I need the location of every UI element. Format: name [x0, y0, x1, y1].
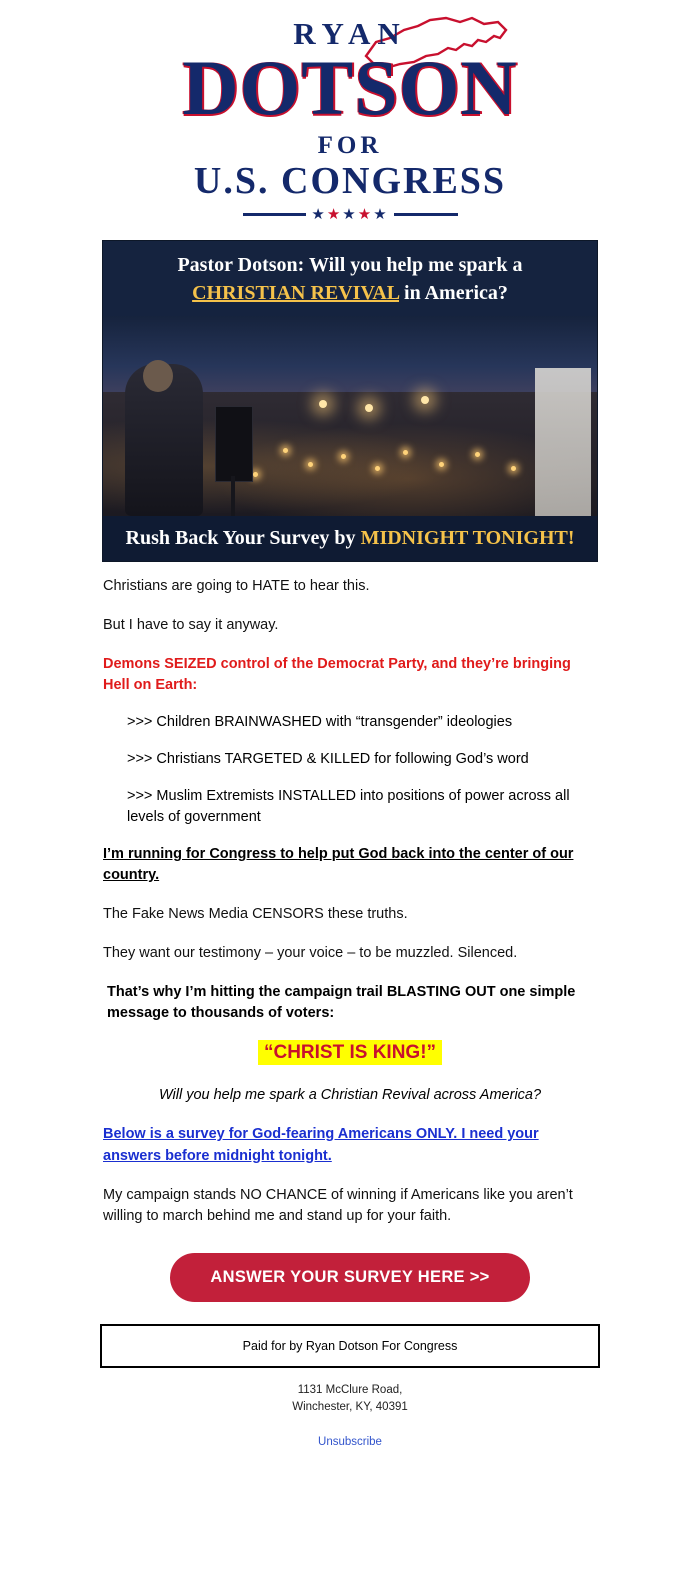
christ-is-king-callout: [103, 1040, 597, 1067]
body-bullet-list: [103, 712, 597, 828]
logo-office: U.S. CONGRESS: [193, 160, 507, 203]
divider-bar-right: [394, 213, 458, 216]
hero-deadline-highlight: MIDNIGHT TONIGHT!: [360, 527, 575, 550]
campaign-logo: [0, 0, 700, 232]
logo-last-name: DOTSON: [182, 44, 518, 131]
hero-headline-highlight: CHRISTIAN REVIVAL: [192, 282, 400, 305]
logo-for-word: FOR: [317, 132, 383, 160]
divider-stars: ★★★★★: [311, 206, 389, 224]
body-paragraph-1: Christians are going to HATE to hear this.: [103, 578, 370, 595]
rally-photo: [103, 316, 597, 516]
photo-pa-speaker: [215, 406, 253, 482]
cta-section: [0, 1253, 700, 1302]
hero-headline-line2: [113, 280, 587, 306]
paid-for-text: Paid for by Ryan Dotson For Congress: [242, 1339, 458, 1354]
survey-intro-link[interactable]: Below is a survey for God-fearing Americans ONLY. I need your answers before midnight tonight.: [103, 1125, 539, 1164]
list-item: >>> Christians TARGETED & KILLED for following God’s word: [127, 751, 529, 768]
photo-speaker-head: [143, 360, 173, 392]
list-item: >>> Children BRAINWASHED with “transgender” ideologies: [127, 714, 513, 731]
hero-deadline-prefix: Rush Back Your Survey by: [125, 527, 361, 550]
body-underlined-statement: I’m running for Congress to help put God back into the center of our country.: [103, 846, 574, 884]
christ-is-king-text: “CHRIST IS KING!”: [258, 1040, 442, 1065]
body-paragraph-3: The Fake News Media CENSORS these truths.: [103, 906, 408, 923]
body-red-heading: Demons SEIZED control of the Democrat Party, and they’re bringing Hell on Earth:: [103, 656, 571, 694]
body-paragraph-5: My campaign stands NO CHANCE of winning if Americans like you aren’t willing to march behind me and stand up for your faith.: [103, 1187, 573, 1225]
divider-bar-left: [243, 213, 307, 216]
body-paragraph-2: But I have to say it anyway.: [103, 617, 279, 634]
email-body: [103, 562, 597, 1227]
unsubscribe-section: [0, 1432, 700, 1450]
hero-headline-tail: in America?: [399, 282, 508, 305]
unsubscribe-link[interactable]: Unsubscribe: [318, 1435, 382, 1448]
address-line-1: 1131 McClure Road,: [297, 1384, 403, 1397]
hero-deadline-bar: [103, 516, 597, 561]
body-italic-question: Will you help me spark a Christian Revival across America?: [158, 1086, 542, 1103]
paid-for-disclaimer: [100, 1324, 600, 1368]
star-divider: [243, 207, 458, 222]
photo-speaker-stand: [231, 476, 235, 516]
list-item: >>> Muslim Extremists INSTALLED into positions of power across all levels of government: [127, 788, 570, 826]
hero-deadline-text: [111, 526, 589, 550]
address-line-2: Winchester, KY, 40391: [292, 1401, 408, 1414]
logo-first-name: RYAN: [293, 16, 407, 51]
hero-headline-line1: Pastor Dotson: Will you help me spark a: [177, 254, 523, 277]
mailing-address: [0, 1382, 700, 1415]
answer-survey-button[interactable]: ANSWER YOUR SURVEY HERE >>: [170, 1253, 529, 1302]
body-bold-paragraph: That’s why I’m hitting the campaign trail BLASTING OUT one simple message to thousands of voters:: [107, 984, 576, 1022]
hero-banner[interactable]: [102, 240, 598, 562]
photo-stage-banner: [535, 368, 591, 516]
hero-headline: [103, 241, 597, 316]
body-paragraph-4: They want our testimony – your voice – to be muzzled. Silenced.: [103, 945, 518, 962]
